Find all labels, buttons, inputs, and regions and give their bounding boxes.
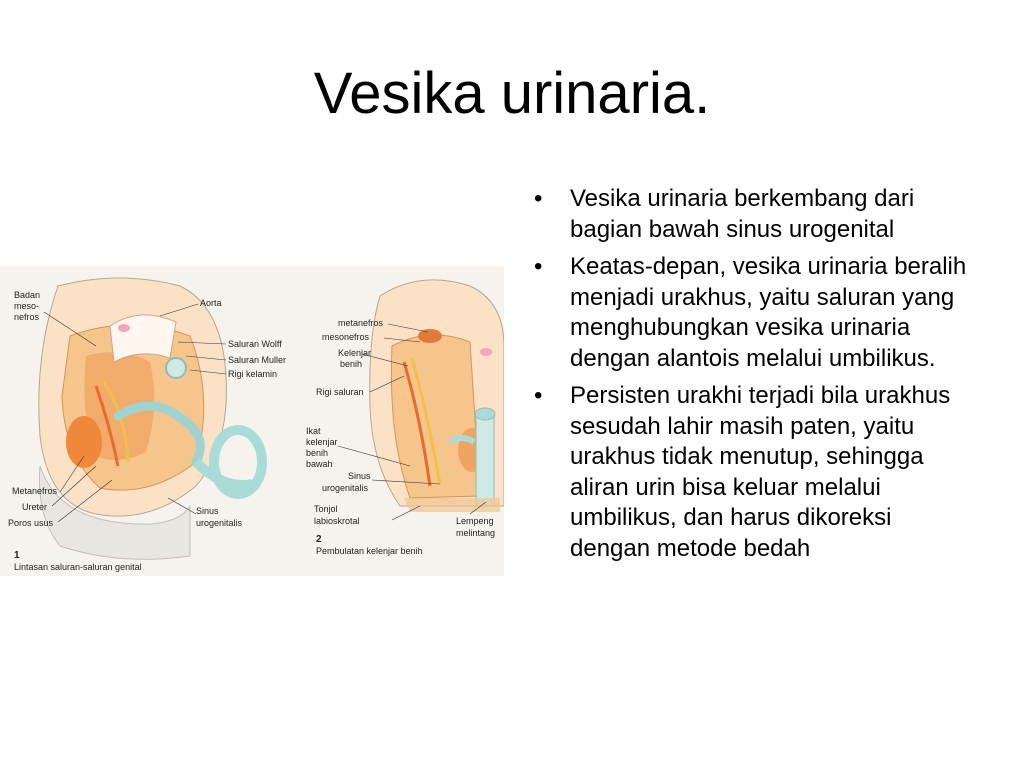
label-sinus-r-1: Sinus: [348, 471, 371, 481]
embryology-illustration: [0, 266, 504, 576]
bullet-text: Keatas-depan, vesika urinaria beralih menjadi urakhus, yaitu saluran yang menghubungkan vesika urinaria dengan alantois melalui umbilikus.: [570, 253, 967, 372]
label-ikat-4: bawah: [306, 459, 333, 469]
label-aorta: Aorta: [200, 298, 222, 308]
label-rigi-kelamin: Rigi kelamin: [228, 369, 278, 379]
embryology-figure: [0, 266, 504, 576]
label-badan-3: nefros: [14, 312, 40, 322]
label-metanefros-2: metanefros: [338, 318, 384, 328]
figure-left-number: 1: [14, 550, 20, 561]
bullet-text: Vesika urinaria berkembang dari bagian bawah sinus urogenital: [570, 185, 915, 243]
label-poros-usus: Poros usus: [8, 518, 54, 528]
slide-title: Vesika urinaria.: [313, 61, 711, 126]
label-lempeng-1: Lempeng: [456, 516, 494, 526]
label-badan-1: Badan: [14, 290, 41, 300]
bullet-symbol: •: [534, 185, 543, 212]
figure-right-number: 2: [316, 534, 322, 545]
figure-left-caption: Lintasan saluran-saluran genital: [14, 562, 142, 572]
label-tonjol-1: Tonjol: [314, 504, 338, 514]
label-ikat-1: Ikat: [306, 426, 321, 436]
label-kelenjar-1: Kelenjar: [338, 348, 372, 358]
label-badan-2: meso-: [14, 301, 40, 311]
bullet-symbol: •: [534, 382, 543, 409]
figure-right-caption: Pembulatan kelenjar benih: [316, 546, 423, 556]
label-ikat-2: kelenjar: [306, 437, 338, 447]
label-ikat-3: benih: [306, 448, 329, 458]
bullet-list: [530, 184, 970, 571]
bullet-text: Persisten urakhi terjadi bila urakhus sesudah lahir masih paten, yaitu urakhus tidak menutup, sehingga aliran urin bisa keluar melalui umbilikus, dan harus dikoreksi dengan metode bedah: [570, 382, 951, 562]
bullet-item: [530, 252, 970, 374]
label-kelenjar-2: benih: [340, 359, 363, 369]
label-lempeng-2: melintang: [456, 528, 496, 538]
bullet-item: [530, 381, 970, 564]
label-ureter: Ureter: [22, 502, 48, 512]
bullet-item: [530, 184, 970, 245]
label-tonjol-2: labioskrotal: [314, 516, 360, 526]
right-embryo-drawing: [370, 280, 504, 512]
label-sinus-r-2: urogenitalis: [322, 483, 369, 493]
label-mesonefros: mesonefros: [322, 332, 370, 342]
label-sinus-2: urogenitalis: [196, 518, 243, 528]
label-rigi-saluran: Rigi saluran: [316, 387, 364, 397]
label-saluran-muller: Saluran Muller: [228, 355, 287, 365]
label-metanefros: Metanefros: [12, 486, 58, 496]
bullet-symbol: •: [534, 253, 543, 280]
label-sinus-1: Sinus: [196, 506, 219, 516]
label-saluran-wolff: Saluran Wolff: [228, 339, 282, 349]
